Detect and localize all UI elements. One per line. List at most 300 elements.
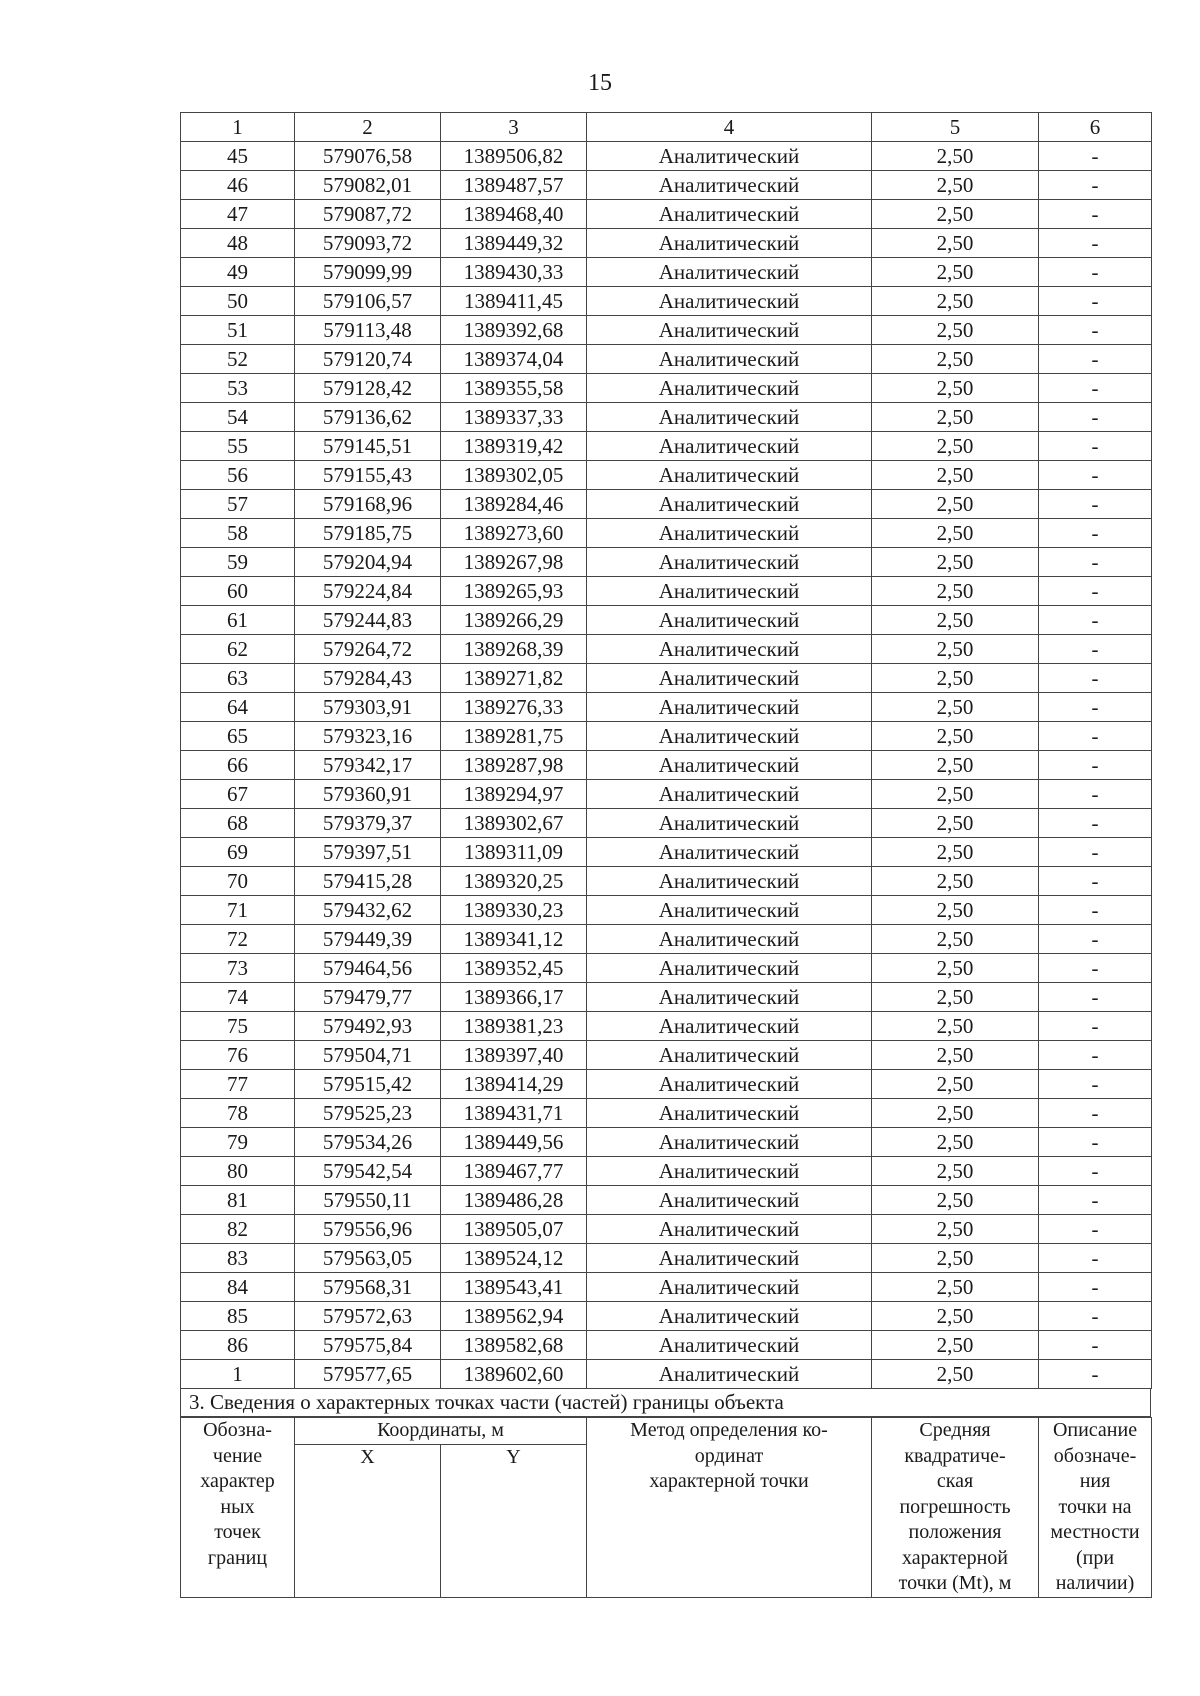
x-coordinate-cell: 579128,42 [295,374,441,403]
y-coordinate-cell: 1389320,25 [441,867,587,896]
method-cell: Аналитический [587,780,872,809]
y-coordinate-cell: 1389381,23 [441,1012,587,1041]
table-row [181,606,1152,635]
table-row [181,403,1152,432]
method-cell: Аналитический [587,461,872,490]
description-cell: - [1039,316,1152,345]
y-coordinate-cell: 1389449,32 [441,229,587,258]
table-row [181,693,1152,722]
section-3-header-table [180,1417,1152,1598]
description-cell: - [1039,461,1152,490]
header-description: Описание обозначе- ния точки на местности (при наличии) [1039,1418,1152,1598]
point-number-cell: 70 [181,867,295,896]
x-coordinate-cell: 579504,71 [295,1041,441,1070]
y-coordinate-cell: 1389374,04 [441,345,587,374]
description-cell: - [1039,925,1152,954]
x-coordinate-cell: 579185,75 [295,519,441,548]
y-coordinate-cell: 1389486,28 [441,1186,587,1215]
table-row [181,345,1152,374]
description-cell: - [1039,1128,1152,1157]
method-cell: Аналитический [587,838,872,867]
method-cell: Аналитический [587,258,872,287]
table-row [181,1302,1152,1331]
y-coordinate-cell: 1389467,77 [441,1157,587,1186]
coordinates-table-wrapper [180,112,1151,1598]
table-row [181,1186,1152,1215]
description-cell: - [1039,635,1152,664]
x-coordinate-cell: 579087,72 [295,200,441,229]
method-cell: Аналитический [587,1360,872,1389]
table-row [181,751,1152,780]
x-coordinate-cell: 579572,63 [295,1302,441,1331]
mean-error-cell: 2,50 [872,258,1039,287]
description-cell: - [1039,200,1152,229]
point-number-cell: 78 [181,1099,295,1128]
column-number: 5 [872,113,1039,142]
column-number-row [181,113,1152,142]
table-row [181,954,1152,983]
point-number-cell: 77 [181,1070,295,1099]
table-row [181,1012,1152,1041]
x-coordinate-cell: 579563,05 [295,1244,441,1273]
x-coordinate-cell: 579575,84 [295,1331,441,1360]
x-coordinate-cell: 579515,42 [295,1070,441,1099]
description-cell: - [1039,1360,1152,1389]
point-number-cell: 79 [181,1128,295,1157]
mean-error-cell: 2,50 [872,809,1039,838]
column-number: 6 [1039,113,1152,142]
method-cell: Аналитический [587,925,872,954]
point-number-cell: 1 [181,1360,295,1389]
mean-error-cell: 2,50 [872,1360,1039,1389]
point-number-cell: 74 [181,983,295,1012]
column-number: 2 [295,113,441,142]
section-3-header-row [181,1418,1152,1445]
x-coordinate-cell: 579449,39 [295,925,441,954]
y-coordinate-cell: 1389414,29 [441,1070,587,1099]
method-cell: Аналитический [587,1012,872,1041]
method-cell: Аналитический [587,1099,872,1128]
x-coordinate-cell: 579224,84 [295,577,441,606]
point-number-cell: 64 [181,693,295,722]
column-number: 4 [587,113,872,142]
y-coordinate-cell: 1389366,17 [441,983,587,1012]
table-row [181,200,1152,229]
method-cell: Аналитический [587,635,872,664]
x-coordinate-cell: 579303,91 [295,693,441,722]
table-row [181,1273,1152,1302]
mean-error-cell: 2,50 [872,896,1039,925]
mean-error-cell: 2,50 [872,577,1039,606]
point-number-cell: 75 [181,1012,295,1041]
x-coordinate-cell: 579415,28 [295,867,441,896]
description-cell: - [1039,1302,1152,1331]
method-cell: Аналитический [587,693,872,722]
method-cell: Аналитический [587,548,872,577]
x-coordinate-cell: 579360,91 [295,780,441,809]
point-number-cell: 68 [181,809,295,838]
point-number-cell: 51 [181,316,295,345]
x-coordinate-cell: 579577,65 [295,1360,441,1389]
y-coordinate-cell: 1389319,42 [441,432,587,461]
description-cell: - [1039,403,1152,432]
table-row [181,519,1152,548]
method-cell: Аналитический [587,171,872,200]
y-coordinate-cell: 1389543,41 [441,1273,587,1302]
point-number-cell: 49 [181,258,295,287]
table-row [181,1331,1152,1360]
x-coordinate-cell: 579264,72 [295,635,441,664]
y-coordinate-cell: 1389392,68 [441,316,587,345]
point-number-cell: 84 [181,1273,295,1302]
table-row [181,490,1152,519]
point-number-cell: 81 [181,1186,295,1215]
point-number-cell: 48 [181,229,295,258]
x-coordinate-cell: 579323,16 [295,722,441,751]
x-coordinate-cell: 579397,51 [295,838,441,867]
x-coordinate-cell: 579099,99 [295,258,441,287]
x-coordinate-cell: 579534,26 [295,1128,441,1157]
method-cell: Аналитический [587,1273,872,1302]
y-coordinate-cell: 1389273,60 [441,519,587,548]
x-coordinate-cell: 579120,74 [295,345,441,374]
point-number-cell: 53 [181,374,295,403]
point-number-cell: 62 [181,635,295,664]
point-number-cell: 46 [181,171,295,200]
point-number-cell: 80 [181,1157,295,1186]
y-coordinate-cell: 1389355,58 [441,374,587,403]
table-row [181,258,1152,287]
y-coordinate-cell: 1389337,33 [441,403,587,432]
header-designation: Обозна- чение характер ных точек границ [181,1418,295,1598]
mean-error-cell: 2,50 [872,925,1039,954]
y-coordinate-cell: 1389468,40 [441,200,587,229]
column-number: 3 [441,113,587,142]
y-coordinate-cell: 1389411,45 [441,287,587,316]
point-number-cell: 52 [181,345,295,374]
description-cell: - [1039,954,1152,983]
description-cell: - [1039,1331,1152,1360]
method-cell: Аналитический [587,519,872,548]
y-coordinate-cell: 1389506,82 [441,142,587,171]
y-coordinate-cell: 1389431,71 [441,1099,587,1128]
method-cell: Аналитический [587,867,872,896]
point-number-cell: 60 [181,577,295,606]
table-row [181,287,1152,316]
mean-error-cell: 2,50 [872,200,1039,229]
method-cell: Аналитический [587,954,872,983]
method-cell: Аналитический [587,1157,872,1186]
point-number-cell: 63 [181,664,295,693]
y-coordinate-cell: 1389302,67 [441,809,587,838]
method-cell: Аналитический [587,1244,872,1273]
method-cell: Аналитический [587,142,872,171]
description-cell: - [1039,838,1152,867]
coordinates-table-body [181,113,1152,1389]
description-cell: - [1039,1273,1152,1302]
header-error: Средняя квадратиче- ская погрешность положения характерной точки (Mt), м [872,1418,1039,1598]
method-cell: Аналитический [587,200,872,229]
point-number-cell: 54 [181,403,295,432]
method-cell: Аналитический [587,896,872,925]
y-coordinate-cell: 1389562,94 [441,1302,587,1331]
method-cell: Аналитический [587,751,872,780]
description-cell: - [1039,693,1152,722]
point-number-cell: 61 [181,606,295,635]
y-coordinate-cell: 1389430,33 [441,258,587,287]
mean-error-cell: 2,50 [872,1215,1039,1244]
mean-error-cell: 2,50 [872,693,1039,722]
y-coordinate-cell: 1389505,07 [441,1215,587,1244]
description-cell: - [1039,519,1152,548]
mean-error-cell: 2,50 [872,1157,1039,1186]
x-coordinate-cell: 579076,58 [295,142,441,171]
point-number-cell: 82 [181,1215,295,1244]
method-cell: Аналитический [587,374,872,403]
table-row [181,1215,1152,1244]
mean-error-cell: 2,50 [872,432,1039,461]
mean-error-cell: 2,50 [872,519,1039,548]
table-row [181,780,1152,809]
description-cell: - [1039,258,1152,287]
table-row [181,896,1152,925]
method-cell: Аналитический [587,606,872,635]
description-cell: - [1039,1070,1152,1099]
y-coordinate-cell: 1389284,46 [441,490,587,519]
method-cell: Аналитический [587,1215,872,1244]
point-number-cell: 83 [181,1244,295,1273]
y-coordinate-cell: 1389449,56 [441,1128,587,1157]
method-cell: Аналитический [587,287,872,316]
description-cell: - [1039,1041,1152,1070]
point-number-cell: 76 [181,1041,295,1070]
description-cell: - [1039,1012,1152,1041]
y-coordinate-cell: 1389602,60 [441,1360,587,1389]
x-coordinate-cell: 579106,57 [295,287,441,316]
y-coordinate-cell: 1389311,09 [441,838,587,867]
table-row [181,432,1152,461]
mean-error-cell: 2,50 [872,635,1039,664]
table-row [181,1099,1152,1128]
table-row [181,867,1152,896]
table-row [181,548,1152,577]
point-number-cell: 73 [181,954,295,983]
description-cell: - [1039,867,1152,896]
x-coordinate-cell: 579525,23 [295,1099,441,1128]
x-coordinate-cell: 579379,37 [295,809,441,838]
mean-error-cell: 2,50 [872,983,1039,1012]
method-cell: Аналитический [587,490,872,519]
description-cell: - [1039,287,1152,316]
mean-error-cell: 2,50 [872,287,1039,316]
description-cell: - [1039,1157,1152,1186]
header-x: X [295,1444,441,1597]
mean-error-cell: 2,50 [872,142,1039,171]
mean-error-cell: 2,50 [872,1186,1039,1215]
point-number-cell: 85 [181,1302,295,1331]
description-cell: - [1039,896,1152,925]
method-cell: Аналитический [587,1331,872,1360]
y-coordinate-cell: 1389582,68 [441,1331,587,1360]
table-row [181,1157,1152,1186]
description-cell: - [1039,490,1152,519]
mean-error-cell: 2,50 [872,1244,1039,1273]
table-row [181,577,1152,606]
mean-error-cell: 2,50 [872,490,1039,519]
y-coordinate-cell: 1389267,98 [441,548,587,577]
header-coordinates: Координаты, м [295,1418,587,1445]
method-cell: Аналитический [587,1186,872,1215]
description-cell: - [1039,374,1152,403]
mean-error-cell: 2,50 [872,1041,1039,1070]
table-row [181,1244,1152,1273]
mean-error-cell: 2,50 [872,867,1039,896]
description-cell: - [1039,722,1152,751]
x-coordinate-cell: 579284,43 [295,664,441,693]
description-cell: - [1039,142,1152,171]
method-cell: Аналитический [587,577,872,606]
method-cell: Аналитический [587,432,872,461]
y-coordinate-cell: 1389341,12 [441,925,587,954]
mean-error-cell: 2,50 [872,1331,1039,1360]
mean-error-cell: 2,50 [872,1302,1039,1331]
description-cell: - [1039,229,1152,258]
point-number-cell: 50 [181,287,295,316]
x-coordinate-cell: 579155,43 [295,461,441,490]
coordinates-table [180,112,1152,1389]
point-number-cell: 59 [181,548,295,577]
y-coordinate-cell: 1389276,33 [441,693,587,722]
description-cell: - [1039,548,1152,577]
mean-error-cell: 2,50 [872,229,1039,258]
method-cell: Аналитический [587,316,872,345]
y-coordinate-cell: 1389397,40 [441,1041,587,1070]
page-number: 15 [588,70,612,96]
x-coordinate-cell: 579342,17 [295,751,441,780]
mean-error-cell: 2,50 [872,664,1039,693]
x-coordinate-cell: 579464,56 [295,954,441,983]
method-cell: Аналитический [587,1070,872,1099]
method-cell: Аналитический [587,722,872,751]
mean-error-cell: 2,50 [872,403,1039,432]
method-cell: Аналитический [587,664,872,693]
y-coordinate-cell: 1389265,93 [441,577,587,606]
x-coordinate-cell: 579556,96 [295,1215,441,1244]
x-coordinate-cell: 579479,77 [295,983,441,1012]
point-number-cell: 69 [181,838,295,867]
mean-error-cell: 2,50 [872,345,1039,374]
description-cell: - [1039,780,1152,809]
table-row [181,1128,1152,1157]
mean-error-cell: 2,50 [872,780,1039,809]
section-3-title: 3. Сведения о характерных точках части (частей) границы объекта [180,1389,1151,1417]
header-y: Y [441,1444,587,1597]
mean-error-cell: 2,50 [872,548,1039,577]
table-row [181,925,1152,954]
mean-error-cell: 2,50 [872,954,1039,983]
point-number-cell: 45 [181,142,295,171]
description-cell: - [1039,983,1152,1012]
table-row [181,1041,1152,1070]
table-row [181,374,1152,403]
x-coordinate-cell: 579093,72 [295,229,441,258]
mean-error-cell: 2,50 [872,606,1039,635]
column-number: 1 [181,113,295,142]
x-coordinate-cell: 579082,01 [295,171,441,200]
y-coordinate-cell: 1389266,29 [441,606,587,635]
table-row [181,461,1152,490]
mean-error-cell: 2,50 [872,1128,1039,1157]
table-row [181,983,1152,1012]
description-cell: - [1039,809,1152,838]
x-coordinate-cell: 579145,51 [295,432,441,461]
y-coordinate-cell: 1389487,57 [441,171,587,200]
method-cell: Аналитический [587,1302,872,1331]
y-coordinate-cell: 1389294,97 [441,780,587,809]
method-cell: Аналитический [587,345,872,374]
method-cell: Аналитический [587,983,872,1012]
method-cell: Аналитический [587,403,872,432]
method-cell: Аналитический [587,809,872,838]
point-number-cell: 72 [181,925,295,954]
table-row [181,722,1152,751]
y-coordinate-cell: 1389271,82 [441,664,587,693]
mean-error-cell: 2,50 [872,316,1039,345]
description-cell: - [1039,432,1152,461]
description-cell: - [1039,171,1152,200]
method-cell: Аналитический [587,229,872,258]
x-coordinate-cell: 579204,94 [295,548,441,577]
description-cell: - [1039,345,1152,374]
x-coordinate-cell: 579113,48 [295,316,441,345]
point-number-cell: 86 [181,1331,295,1360]
y-coordinate-cell: 1389330,23 [441,896,587,925]
table-row [181,1070,1152,1099]
mean-error-cell: 2,50 [872,751,1039,780]
description-cell: - [1039,1215,1152,1244]
x-coordinate-cell: 579136,62 [295,403,441,432]
table-row [181,316,1152,345]
description-cell: - [1039,1186,1152,1215]
method-cell: Аналитический [587,1128,872,1157]
description-cell: - [1039,1244,1152,1273]
point-number-cell: 47 [181,200,295,229]
description-cell: - [1039,1099,1152,1128]
table-row [181,171,1152,200]
header-method: Метод определения ко- ординат характерной точки [587,1418,872,1598]
point-number-cell: 58 [181,519,295,548]
mean-error-cell: 2,50 [872,1099,1039,1128]
table-row [181,809,1152,838]
mean-error-cell: 2,50 [872,1070,1039,1099]
mean-error-cell: 2,50 [872,1012,1039,1041]
x-coordinate-cell: 579542,54 [295,1157,441,1186]
x-coordinate-cell: 579568,31 [295,1273,441,1302]
x-coordinate-cell: 579244,83 [295,606,441,635]
y-coordinate-cell: 1389352,45 [441,954,587,983]
mean-error-cell: 2,50 [872,171,1039,200]
mean-error-cell: 2,50 [872,461,1039,490]
x-coordinate-cell: 579432,62 [295,896,441,925]
table-row [181,838,1152,867]
point-number-cell: 65 [181,722,295,751]
table-row [181,229,1152,258]
point-number-cell: 67 [181,780,295,809]
description-cell: - [1039,577,1152,606]
table-row [181,635,1152,664]
y-coordinate-cell: 1389524,12 [441,1244,587,1273]
description-cell: - [1039,664,1152,693]
